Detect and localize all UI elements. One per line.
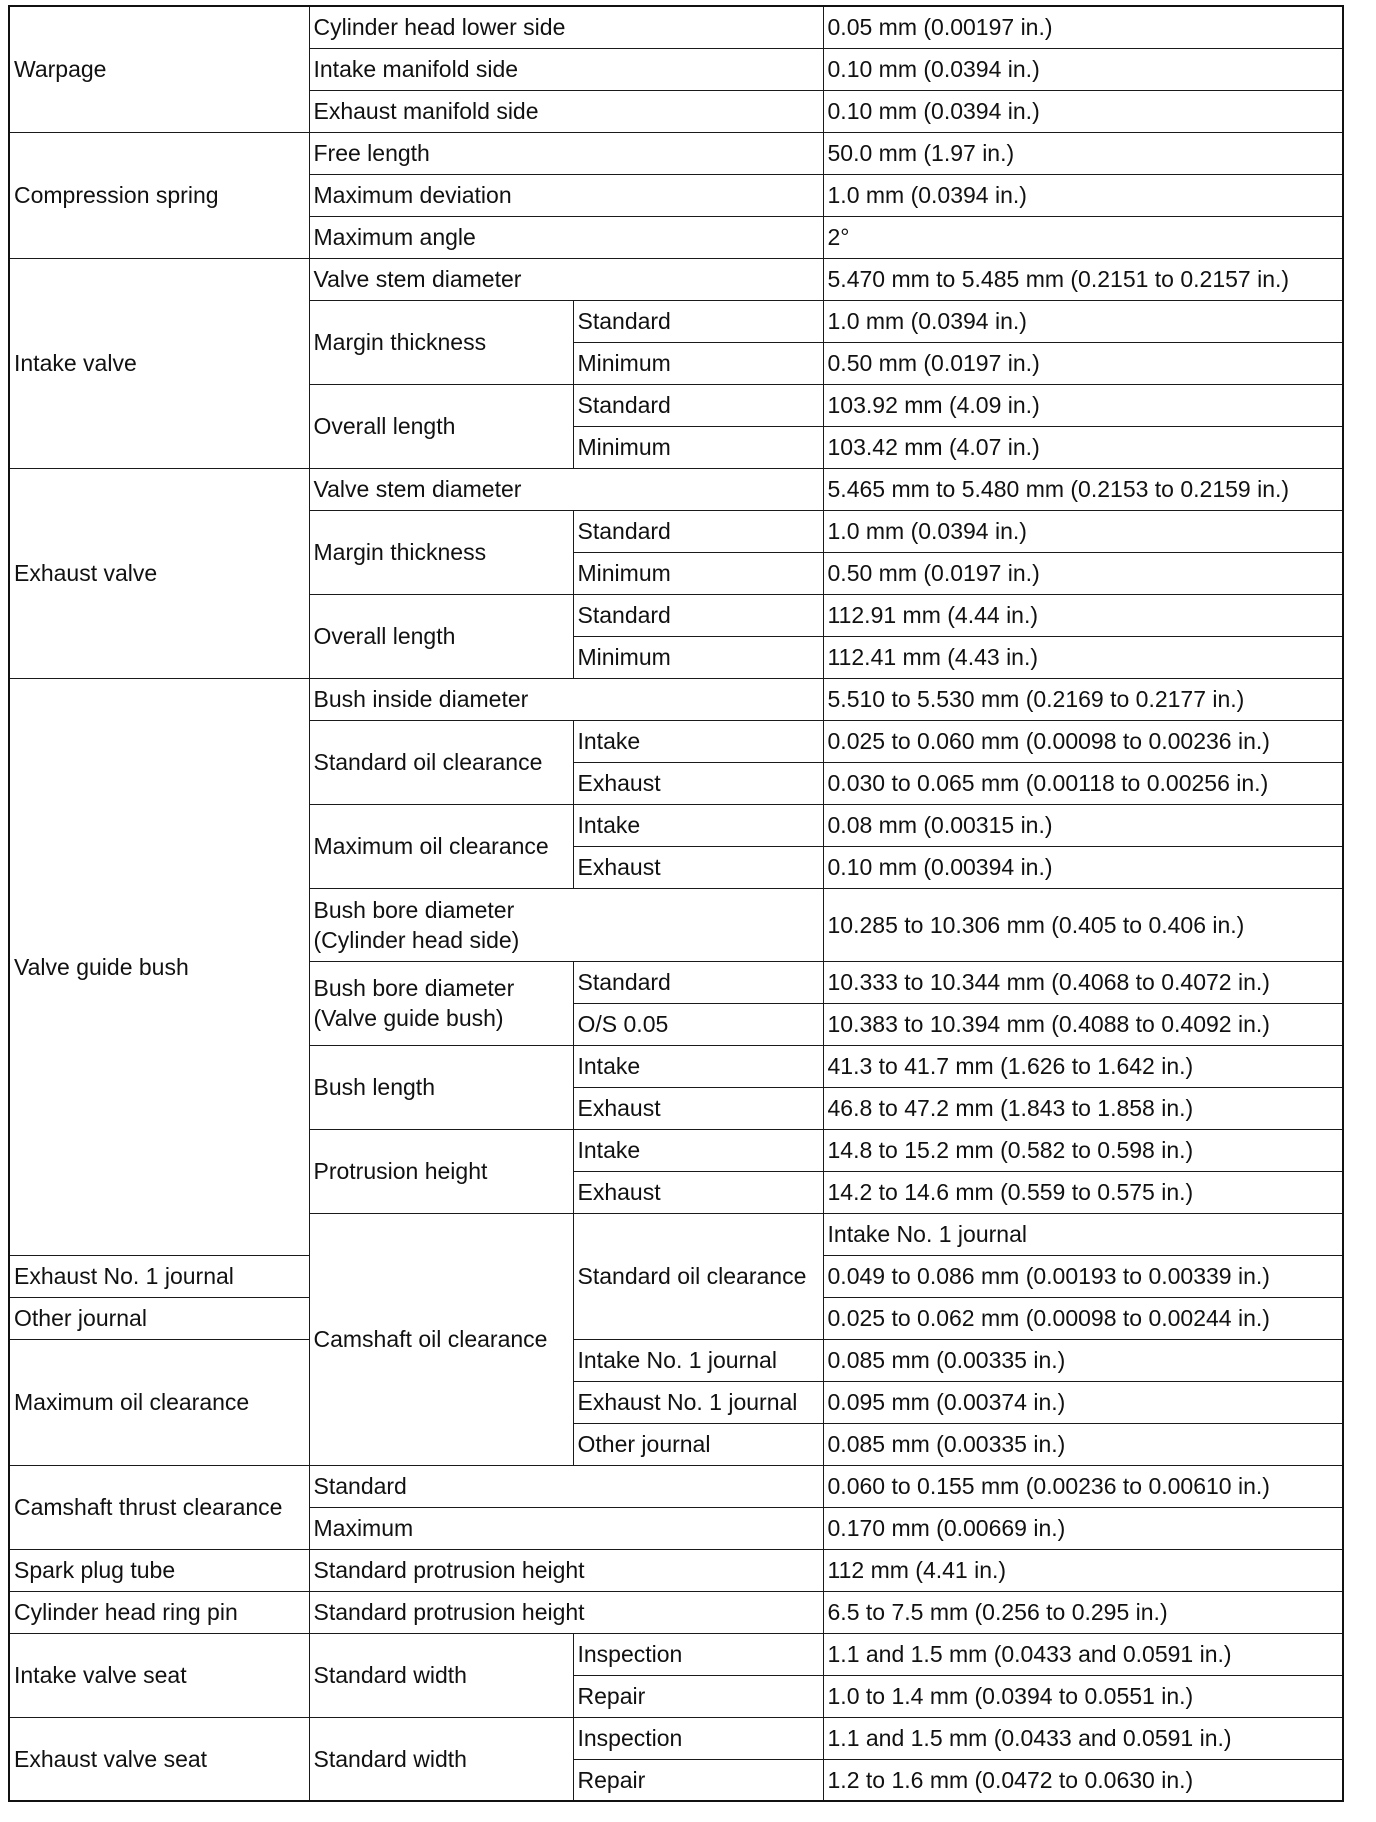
value-cell: 6.5 to 7.5 mm (0.256 to 0.295 in.) [823,1591,1343,1633]
sub-label: Intake No. 1 journal [573,1339,823,1381]
item-label: Maximum [309,1507,823,1549]
value-cell: 1.0 mm (0.0394 in.) [823,174,1343,216]
value-cell: 46.8 to 47.2 mm (1.843 to 1.858 in.) [823,1087,1343,1129]
table-row [9,678,1343,720]
sub-label: Minimum [573,342,823,384]
sub-label: Exhaust No. 1 journal [573,1381,823,1423]
value-cell: 103.92 mm (4.09 in.) [823,384,1343,426]
value-cell: 5.510 to 5.530 mm (0.2169 to 0.2177 in.) [823,678,1343,720]
sub-label: Inspection [573,1717,823,1759]
value-cell: 14.2 to 14.6 mm (0.559 to 0.575 in.) [823,1171,1343,1213]
item-label: Protrusion height [309,1129,573,1213]
item-label: Standard [309,1465,823,1507]
item-label: Valve stem diameter [309,468,823,510]
group-label-compression-spring: Compression spring [9,132,309,258]
value-cell: 10.383 to 10.394 mm (0.4088 to 0.4092 in.) [823,1003,1343,1045]
sub-label: O/S 0.05 [573,1003,823,1045]
sub-label: Exhaust [573,1087,823,1129]
specification-table [8,5,1344,1802]
value-cell: 1.1 and 1.5 mm (0.0433 and 0.0591 in.) [823,1633,1343,1675]
item-label: Standard width [309,1717,573,1801]
item-label: Bush length [309,1045,573,1129]
sub-label: Intake [573,720,823,762]
sub-label: Intake No. 1 journal [823,1213,1343,1255]
item-label: Free length [309,132,823,174]
group-label-cylinder-head-ring-pin: Cylinder head ring pin [9,1591,309,1633]
value-cell: 0.10 mm (0.00394 in.) [823,846,1343,888]
table-row [9,1591,1343,1633]
value-cell: 0.50 mm (0.0197 in.) [823,552,1343,594]
item-label: Bush bore diameter (Valve guide bush) [309,961,573,1045]
sub-label: Repair [573,1675,823,1717]
item-label: Standard width [309,1633,573,1717]
item-label: Bush bore diameter (Cylinder head side) [309,888,823,961]
table-row [9,1549,1343,1591]
sub-label: Repair [573,1759,823,1801]
table-row [9,1633,1343,1675]
item-label: Overall length [309,594,573,678]
table-row [9,1339,1343,1381]
item-label: Valve stem diameter [309,258,823,300]
value-cell: 0.05 mm (0.00197 in.) [823,6,1343,48]
sub-label: Minimum [573,636,823,678]
sub-label: Standard [573,300,823,342]
value-cell: 10.285 to 10.306 mm (0.405 to 0.406 in.) [823,888,1343,961]
item-label: Standard oil clearance [309,720,573,804]
sub-label: Exhaust No. 1 journal [9,1255,309,1297]
value-cell: 0.060 to 0.155 mm (0.00236 to 0.00610 in.) [823,1465,1343,1507]
value-cell: 0.049 to 0.086 mm (0.00193 to 0.00339 in.) [823,1255,1343,1297]
value-cell: 0.095 mm (0.00374 in.) [823,1381,1343,1423]
group-label-camshaft-thrust-clearance: Camshaft thrust clearance [9,1465,309,1549]
item-label: Margin thickness [309,510,573,594]
item-label: Standard oil clearance [573,1213,823,1339]
value-cell: 0.025 to 0.060 mm (0.00098 to 0.00236 in.) [823,720,1343,762]
group-label-camshaft-oil-clearance: Camshaft oil clearance [309,1213,573,1465]
group-label-intake-valve-seat: Intake valve seat [9,1633,309,1717]
item-label: Maximum angle [309,216,823,258]
table-row [9,132,1343,174]
sub-label: Minimum [573,426,823,468]
sub-label: Standard [573,594,823,636]
sub-label: Minimum [573,552,823,594]
value-cell: 0.50 mm (0.0197 in.) [823,342,1343,384]
group-label-intake-valve: Intake valve [9,258,309,468]
table-row [9,468,1343,510]
sub-label: Exhaust [573,846,823,888]
item-label: Maximum deviation [309,174,823,216]
sub-label: Exhaust [573,1171,823,1213]
sub-label: Intake [573,1045,823,1087]
value-cell: 1.0 mm (0.0394 in.) [823,300,1343,342]
value-cell: 5.470 mm to 5.485 mm (0.2151 to 0.2157 in.) [823,258,1343,300]
item-label: Standard protrusion height [309,1591,823,1633]
item-label: Cylinder head lower side [309,6,823,48]
value-cell: 0.08 mm (0.00315 in.) [823,804,1343,846]
table-row [9,6,1343,48]
item-label: Overall length [309,384,573,468]
table-row [9,1465,1343,1507]
item-label: Standard protrusion height [309,1549,823,1591]
value-cell: 112.41 mm (4.43 in.) [823,636,1343,678]
value-cell: 41.3 to 41.7 mm (1.626 to 1.642 in.) [823,1045,1343,1087]
group-label-exhaust-valve: Exhaust valve [9,468,309,678]
value-cell: 5.465 mm to 5.480 mm (0.2153 to 0.2159 in.) [823,468,1343,510]
value-cell: 0.10 mm (0.0394 in.) [823,48,1343,90]
value-cell: 0.10 mm (0.0394 in.) [823,90,1343,132]
value-cell: 0.030 to 0.065 mm (0.00118 to 0.00256 in.) [823,762,1343,804]
value-cell: 0.085 mm (0.00335 in.) [823,1423,1343,1465]
item-label: Maximum oil clearance [309,804,573,888]
group-label-spark-plug-tube: Spark plug tube [9,1549,309,1591]
sub-label: Other journal [9,1297,309,1339]
value-cell: 112.91 mm (4.44 in.) [823,594,1343,636]
group-label-warpage: Warpage [9,6,309,132]
sub-label: Inspection [573,1633,823,1675]
value-cell: 50.0 mm (1.97 in.) [823,132,1343,174]
value-cell: 0.025 to 0.062 mm (0.00098 to 0.00244 in.) [823,1297,1343,1339]
value-cell: 10.333 to 10.344 mm (0.4068 to 0.4072 in.) [823,961,1343,1003]
item-label: Intake manifold side [309,48,823,90]
sub-label: Intake [573,1129,823,1171]
value-cell: 1.0 mm (0.0394 in.) [823,510,1343,552]
sub-label: Exhaust [573,762,823,804]
value-cell: 2° [823,216,1343,258]
value-cell: 0.085 mm (0.00335 in.) [823,1339,1343,1381]
sub-label: Intake [573,804,823,846]
sub-label: Standard [573,510,823,552]
group-label-exhaust-valve-seat: Exhaust valve seat [9,1717,309,1801]
table-row [9,258,1343,300]
value-cell: 0.170 mm (0.00669 in.) [823,1507,1343,1549]
value-cell: 1.1 and 1.5 mm (0.0433 and 0.0591 in.) [823,1717,1343,1759]
value-cell: 14.8 to 15.2 mm (0.582 to 0.598 in.) [823,1129,1343,1171]
item-label: Maximum oil clearance [9,1339,309,1465]
value-cell: 1.0 to 1.4 mm (0.0394 to 0.0551 in.) [823,1675,1343,1717]
item-label: Exhaust manifold side [309,90,823,132]
item-label: Bush inside diameter [309,678,823,720]
value-cell: 1.2 to 1.6 mm (0.0472 to 0.0630 in.) [823,1759,1343,1801]
sub-label: Other journal [573,1423,823,1465]
item-label: Margin thickness [309,300,573,384]
sub-label: Standard [573,961,823,1003]
value-cell: 112 mm (4.41 in.) [823,1549,1343,1591]
sub-label: Standard [573,384,823,426]
table-row [9,1717,1343,1759]
value-cell: 103.42 mm (4.07 in.) [823,426,1343,468]
group-label-valve-guide-bush: Valve guide bush [9,678,309,1255]
